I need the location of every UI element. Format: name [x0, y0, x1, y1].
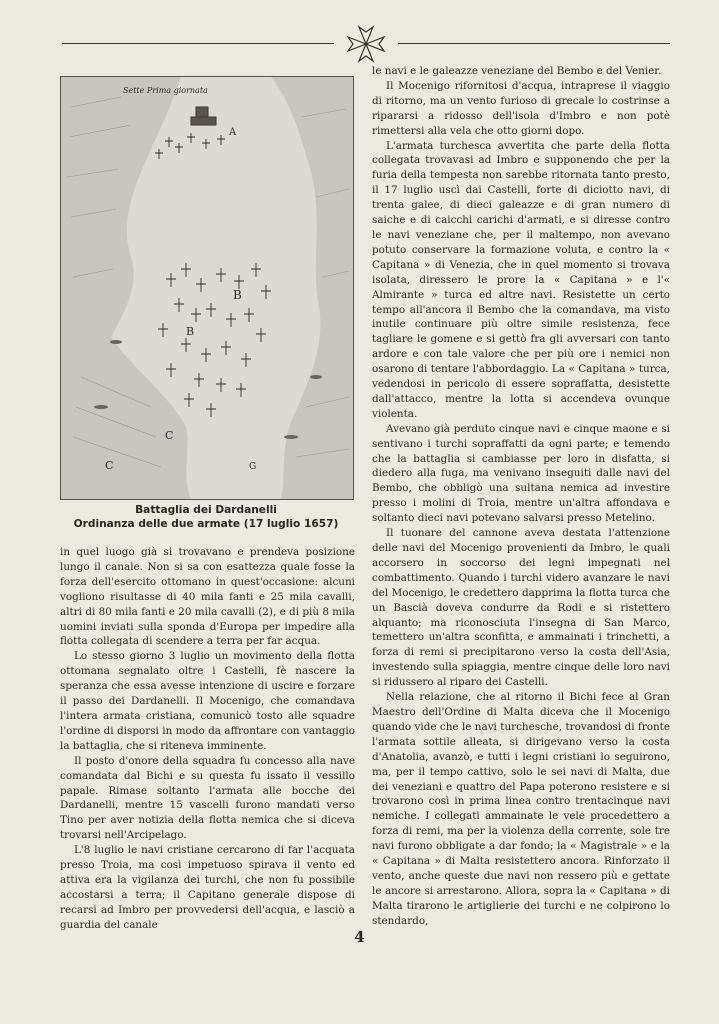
figure-caption: [60, 503, 352, 531]
right-paragraph-2: Il Mocenigo rifornitosi d'acqua, intraprese il viaggio di ritorno, ma un vento furioso di grecale lo costrinse a ripararsi a ridosso dell'isola d'Imbro e non potè rimettersi alla vela che otto giorni dopo.: [372, 79, 670, 137]
map-label-a: A: [229, 127, 237, 138]
right-paragraph-5: Il tuonare del cannone aveva destata l'attenzione delle navi del Mocenigo provenienti da Imbro, le quali accorsero in soccorso dei legni impegnati nel combattimento. Quando i turchi videro avanzare le navi del Mocenigo, le credettero dapprima la flotta turca che un Bascià doveva condurre da Rodi e si ristettero alquanto; ma riconosciuta l'insegna di San Marco, temettero un'altra sconfitta, e ammainati i trinchetti, a forza di remi si precipitarono verso la costa dell'Asia, investendo sulla spiaggia, mentre cinque delle loro navi si ridussero al riparo dei Castelli.: [372, 527, 670, 689]
left-paragraph-4: L'8 luglio le navi cristiane cercarono di far l'acquata presso Troia, ma così impetuoso spirava il vento ed attiva era la vigilanza dei turchi, che non fu possibile accostarsi a terra; il Capitano generale dispose di recarsi ad Imbro per provvedersi dell'acqua, e lasciò a guardia del canale: [60, 844, 355, 931]
caption-subtitle: Ordinanza delle due armate (17 luglio 1657): [73, 518, 339, 530]
map-label-b2: B: [186, 325, 195, 338]
left-paragraph-1: in quel luogo già si trovavano e prendeva posizione lungo il canale. Non si sa con esattezza quale fosse la forza dell'esercito ottomano in quest'occasione: alcuni vogliono risultasse di 40 mila fanti e 25 mila cavalli, altri di 80 mila fanti e 20 mila cavalli (2), e di più 8 mila uomini inviati sulla sponda d'Europa per impedire alla flotta collegata di scendere a terra per far acqua.: [60, 546, 355, 648]
left-column: [60, 545, 355, 933]
battle-map-illustration: [61, 77, 353, 499]
page-number: 4: [354, 928, 365, 946]
header-rule-left: [62, 43, 334, 44]
left-paragraph-2: Lo stesso giorno 3 luglio un movimento della flotta ottomana segnalato oltre i Castelli, fè nascere la speranza che essa avesse intenzione di uscire e forzare il passo dei Dardanelli. Il Mocenigo, che comandava l'intera armata cristiana, comunicò tosto alle squadre l'ordine di disporsi in modo da affrontare con vantaggio la battaglia, che si riteneva imminente.: [60, 650, 355, 752]
maltese-cross-icon: [344, 24, 388, 64]
right-paragraph-4: Avevano già perduto cinque navi e cinque maone e si sentivano i turchi sopraffatti da ogni parte; e temendo che la battaglia si cambiasse per loro in disfatta, si diedero alla fuga, ma venivano inseguiti dalle navi del Bembo, che obbligò una sultana nemica ad investire presso i molini di Troia, mentre un'altra affondava e soltanto dieci navi potevano salvarsi presso Metelino.: [372, 422, 670, 525]
battle-map-figure: [60, 76, 354, 500]
right-column: [372, 64, 670, 929]
right-paragraph-3: L'armata turchesca avvertita che parte della flotta collegata trovavasi ad Imbro e supponendo che per la furia della tempesta non sarebbe ritornata tanto presto, il 17 luglio uscì dai Castelli, forte di diciotto navi, di trenta galee, di dieci galeazze e di gran numero di saiche e di caicchi carichi d'armati, e si diresse contro le navi veneziane che, per il maltempo, non avevano potuto conservare la formazione voluta, e contro la « Capitana » di Venezia, che in quel momento si trovava isolata, diressero le prore la « Capitana » e l'« Almirante » turca ed altre navi. Resistette un certo tempo all'ancora il Bembo che la comandava, ma visto inutile continuare più oltre simile resistenza, fece tagliare le gomene e si gettò fra gli avversari con tanto ardore e con tale valore che per più ore i nemici non osarono di tentare l'abbordaggio. La « Capitana » turca, vedendosi in pericolo di essere sopraffatta, desistette dall'attacco, mentre la lotta si accendeva ovunque violenta.: [372, 139, 670, 420]
right-paragraph-1: le navi e le galeazze veneziane del Bembo e del Venier.: [372, 65, 662, 77]
left-paragraph-3: Il posto d'onore della squadra fu concesso alla nave comandata dal Bichi e su questa fu issato il vessillo papale. Rimase soltanto l'armata alle bocche dei Dardanelli, mentre 15 vascelli furono mandati verso Tino per aver notizia della flotta nemica che si diceva trovarsi nell'Arcipelago.: [60, 754, 355, 842]
map-label-c2: C: [105, 459, 114, 472]
map-label-b1: B: [233, 288, 242, 302]
header-rule-right: [398, 43, 670, 44]
map-inscription: Sette Prima giornata: [123, 86, 208, 95]
map-label-c1: C: [165, 429, 174, 442]
caption-title: Battaglia dei Dardanelli: [135, 504, 277, 516]
right-paragraph-6: Nella relazione, che al ritorno il Bichi fece al Gran Maestro dell'Ordine di Malta diceva che il Mocenigo quando vide che le navi turchesche, trovandosi di fronte l'armata sottile alleata, si dirigevano verso la costa d'Anatolia, avanzò, e tutti i legni cristiani lo seguirono, ma, per il tempo cattivo, solo le sei navi di Malta, due dei veneziani e quattro del Papa poterono resistere e si trovarono così in prima linea contro trentacinque navi nemiche. I collegati ammainate le vele procedettero a forza di remi, ma per la violenza della corrente, sole tre navi furono obbligate a dar fondo; la « Magistrale » e la « Capitana » di Malta resistettero ancora. Rinforzato il vento, anche queste due navi non ressero più e gettate le ancore si arrestarono. Allora, sopra la « Capitana » di Malta tirarono le artiglierie dei turchi e ne colpirono lo stendardo,: [372, 691, 670, 927]
map-label-g: G: [249, 462, 257, 472]
